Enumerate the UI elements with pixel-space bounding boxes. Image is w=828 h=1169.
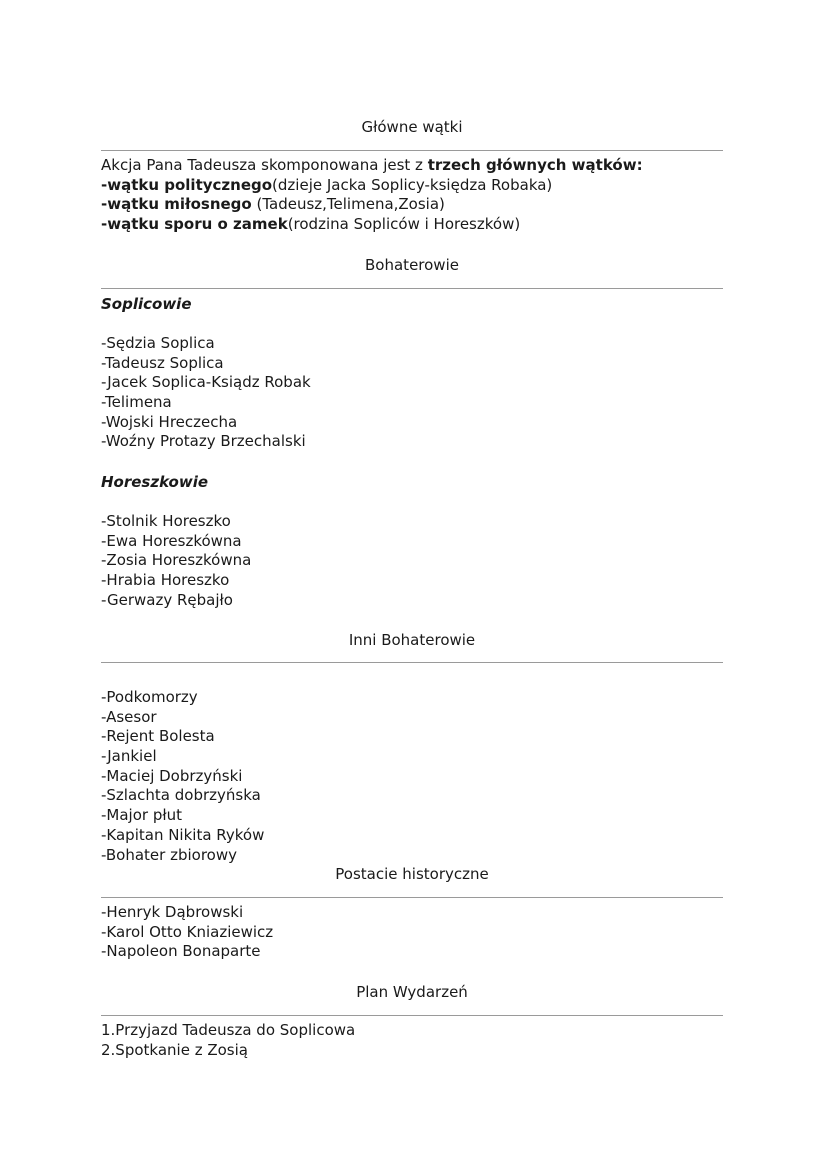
list-item: -Ewa Horeszkówna xyxy=(101,531,242,550)
intro-text: Akcja Pana Tadeusza skomponowana jest z xyxy=(101,156,428,174)
list-item: -Rejent Bolesta xyxy=(101,727,215,746)
list-item: -Asesor xyxy=(101,707,157,726)
list-item: 2.Spotkanie z Zosią xyxy=(101,1040,248,1059)
thread-item xyxy=(101,215,741,235)
list-item: -Zosia Horeszkówna xyxy=(101,551,252,570)
list-item: -Jankiel xyxy=(101,747,157,766)
soplicowie-list xyxy=(101,334,741,452)
soplicowie-heading: Soplicowie xyxy=(101,295,192,313)
main-threads-intro xyxy=(101,156,741,176)
thread-item xyxy=(101,195,741,215)
section-divider xyxy=(101,288,723,289)
list-item: -Woźny Protazy Brzechalski xyxy=(101,432,306,451)
list-item: -Henryk Dąbrowski xyxy=(101,903,244,921)
section-divider xyxy=(101,1015,723,1016)
list-item: -Napoleon Bonaparte xyxy=(101,942,261,961)
section-title-other-heroes: Inni Bohaterowie xyxy=(348,631,476,649)
main-threads-block xyxy=(101,156,741,235)
thread-detail: (rodzina Sopliców i Horeszków) xyxy=(287,215,521,234)
list-item: -Podkomorzy xyxy=(101,688,198,706)
list-item: -Karol Otto Kniaziewicz xyxy=(101,922,274,941)
list-item: -Sędzia Soplica xyxy=(101,334,215,352)
section-title-plan: Plan Wydarzeń xyxy=(356,983,468,1001)
list-item: -Gerwazy Rębajło xyxy=(101,590,233,609)
section-title-historical: Postacie historyczne xyxy=(335,865,489,883)
section-divider xyxy=(101,150,723,151)
other-heroes-list xyxy=(101,688,741,865)
horeszkowie-list xyxy=(101,512,741,610)
list-item: 1.Przyjazd Tadeusza do Soplicowa xyxy=(101,1021,356,1039)
thread-name: -wątku sporu o zamek xyxy=(101,215,288,234)
list-item: -Kapitan Nikita Ryków xyxy=(101,825,265,844)
list-item: -Stolnik Horeszko xyxy=(101,512,231,530)
thread-name: -wątku politycznego xyxy=(101,175,273,194)
list-item: -Tadeusz Soplica xyxy=(101,353,224,372)
list-item: -Telimena xyxy=(101,393,172,412)
list-item: -Jacek Soplica-Ksiądz Robak xyxy=(101,373,311,392)
section-divider xyxy=(101,662,723,663)
section-title-heroes: Bohaterowie xyxy=(365,256,459,274)
thread-item xyxy=(101,176,741,196)
list-item: -Szlachta dobrzyńska xyxy=(101,786,261,805)
section-title-main-threads: Główne wątki xyxy=(361,118,463,136)
plan-list xyxy=(101,1021,741,1060)
list-item: -Maciej Dobrzyński xyxy=(101,766,243,785)
list-item: -Major płut xyxy=(101,806,182,825)
thread-name: -wątku miłosnego xyxy=(101,195,252,214)
thread-detail: (Tadeusz,Telimena,Zosia) xyxy=(251,195,445,214)
intro-bold-text: trzech głównych wątków: xyxy=(427,156,643,174)
list-item: -Wojski Hreczecha xyxy=(101,412,238,431)
horeszkowie-heading: Horeszkowie xyxy=(101,473,209,491)
list-item: -Bohater zbiorowy xyxy=(101,845,237,864)
section-divider xyxy=(101,897,723,898)
historical-list xyxy=(101,903,741,962)
thread-detail: (dzieje Jacka Soplicy-księdza Robaka) xyxy=(272,175,553,194)
list-item: -Hrabia Horeszko xyxy=(101,571,230,590)
